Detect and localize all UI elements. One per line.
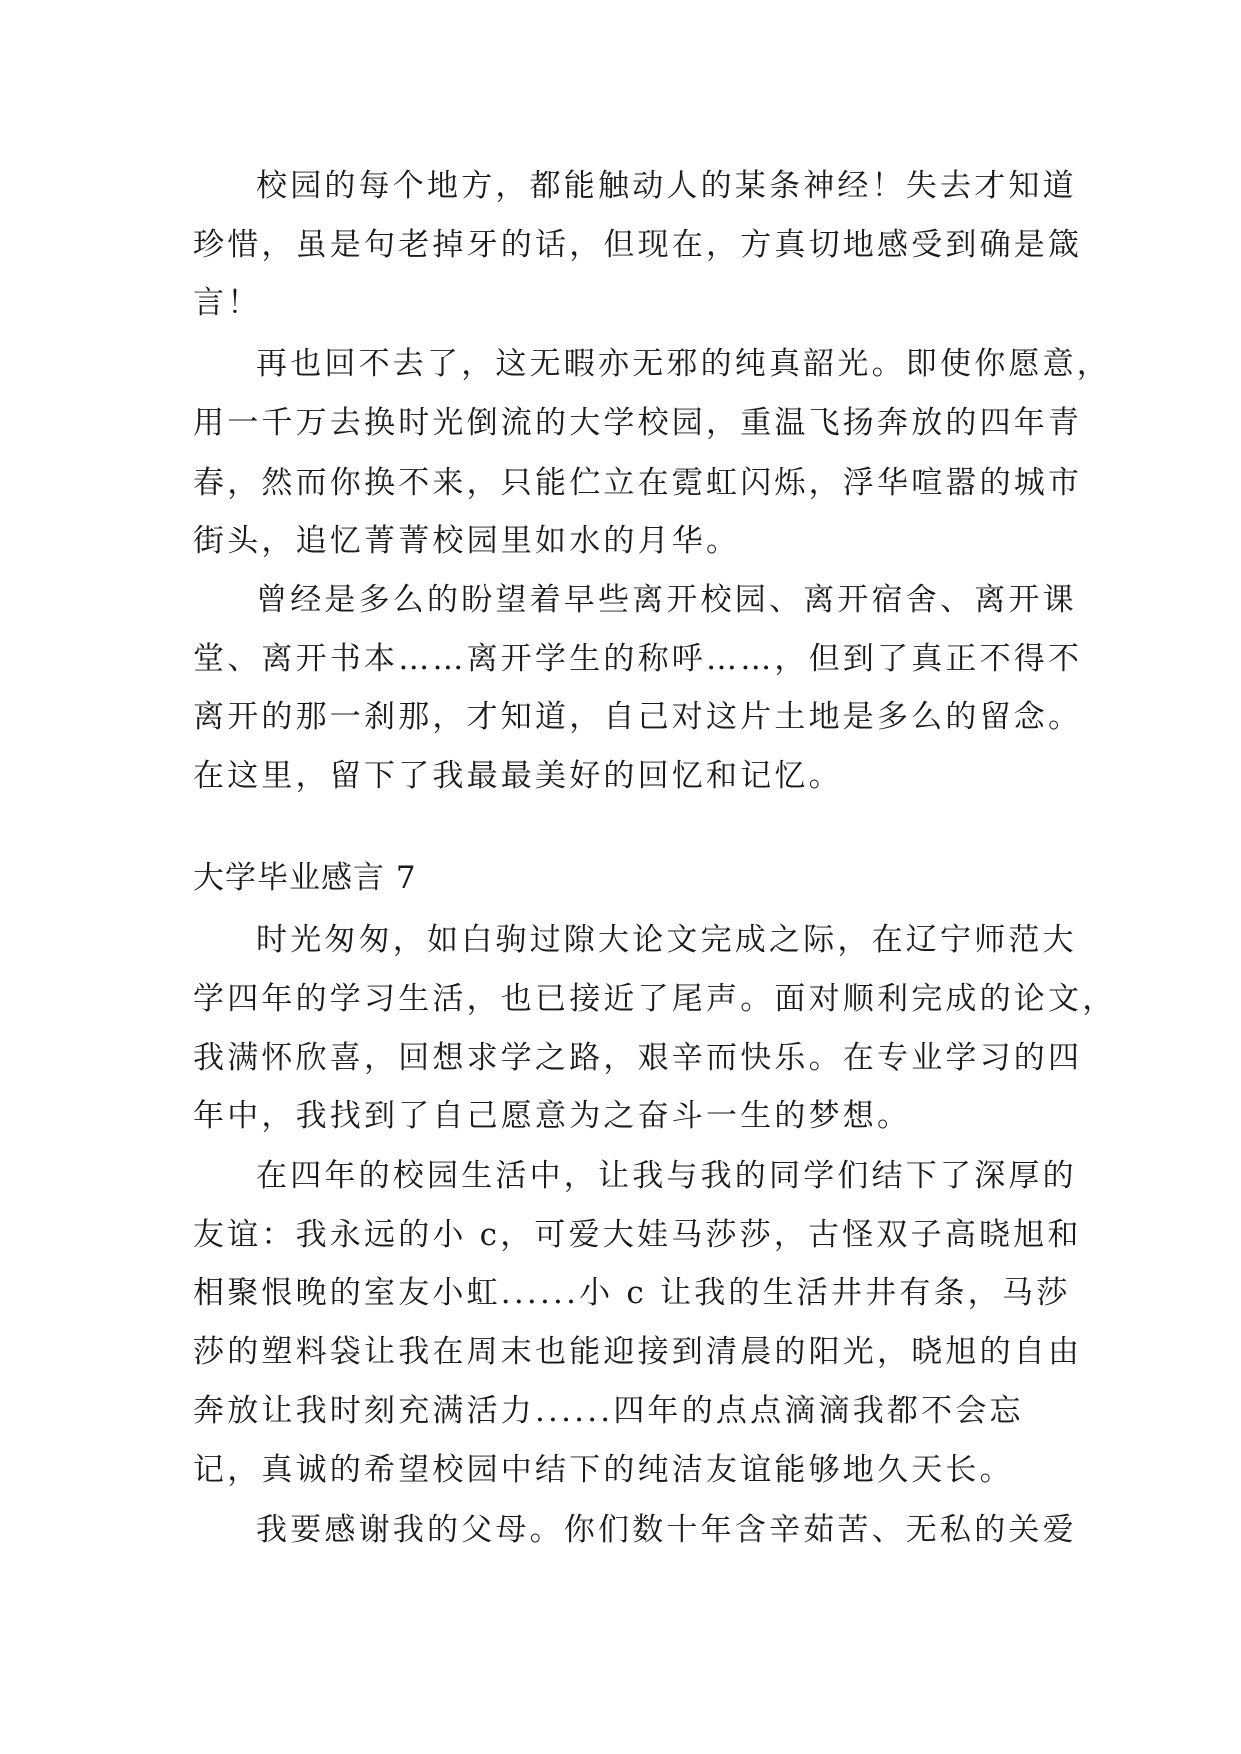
text-line: 莎的塑料袋让我在周末也能迎接到清晨的阳光，晓旭的自由 — [193, 1334, 1083, 1370]
text-line: 离开的那一刹那，才知道，自己对这片土地是多么的留念。 — [193, 699, 1083, 735]
text-line: 用一千万去换时光倒流的大学校园，重温飞扬奔放的四年青 — [193, 405, 1083, 441]
text-line: 我满怀欣喜，回想求学之路，艰辛而快乐。在专业学习的四 — [193, 1040, 1083, 1076]
text-line: 友谊：我永远的小 c，可爱大娃马莎莎，古怪双子高晓旭和 — [193, 1217, 1082, 1253]
text-line: 街头，追忆菁菁校园里如水的月华。 — [193, 523, 741, 559]
text-line: 时光匆匆，如白驹过隙大论文完成之际，在辽宁师范大 — [256, 922, 1077, 958]
text-line: 堂、离开书本……离开学生的称呼……，但到了真正不得不 — [193, 641, 1083, 677]
text-line: 学四年的学习生活，也已接近了尾声。面对顺利完成的论文， — [193, 981, 1117, 1017]
text-line: 校园的每个地方，都能触动人的某条神经！失去才知道 — [256, 168, 1077, 204]
text-line: 春，然而你换不来，只能伫立在霓虹闪烁，浮华喧嚣的城市 — [193, 465, 1083, 501]
text-line: 言！ — [193, 285, 262, 321]
text-line: 我要感谢我的父母。你们数十年含辛茹苦、无私的关爱 — [256, 1512, 1077, 1548]
text-line: 再也回不去了，这无暇亦无邪的纯真韶光。即使你愿意， — [256, 346, 1111, 382]
text-line: 年中，我找到了自己愿意为之奋斗一生的梦想。 — [193, 1098, 912, 1134]
section-heading: 大学毕业感言 7 — [193, 860, 417, 896]
text-line: 记，真诚的希望校园中结下的纯洁友谊能够地久天长。 — [193, 1452, 1014, 1488]
text-line: 相聚恨晚的室友小虹......小 c 让我的生活井井有条，马莎 — [193, 1275, 1071, 1311]
text-line: 曾经是多么的盼望着早些离开校园、离开宿舍、离开课 — [256, 582, 1077, 618]
text-line: 在这里，留下了我最最美好的回忆和记忆。 — [193, 758, 843, 794]
text-line: 珍惜，虽是句老掉牙的话，但现在，方真切地感受到确是箴 — [193, 227, 1083, 263]
text-line: 奔放让我时刻充满活力......四年的点点滴滴我都不会忘 — [193, 1393, 1024, 1429]
text-line: 在四年的校园生活中，让我与我的同学们结下了深厚的 — [256, 1158, 1077, 1194]
